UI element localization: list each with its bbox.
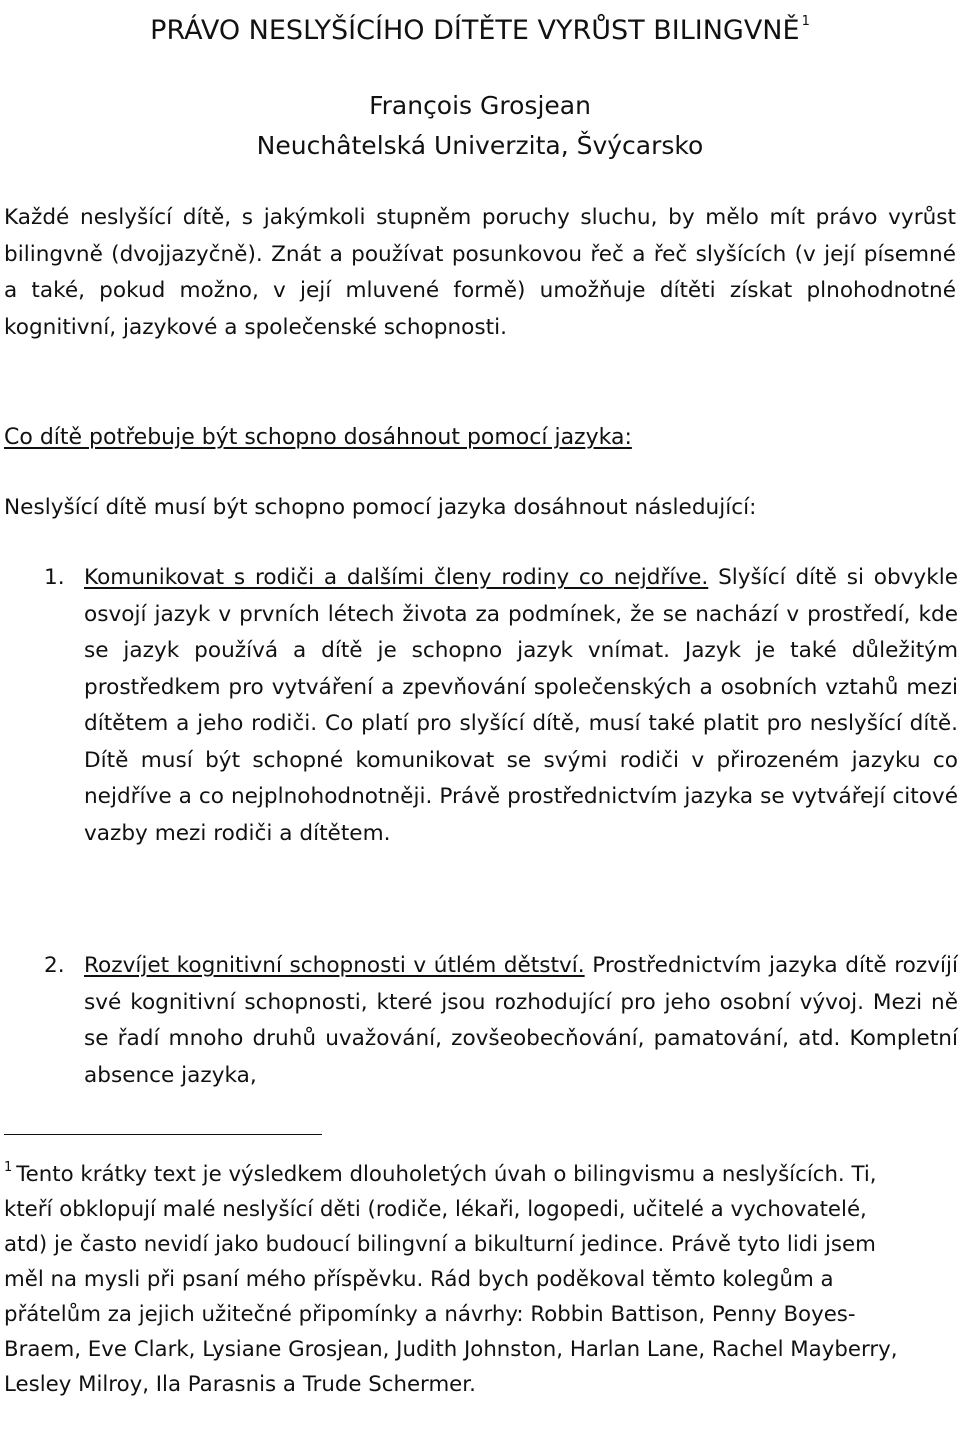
document-title [0, 2, 960, 51]
list-item-heading: Rozvíjet kognitivní schopnosti v útlém dětství. [84, 953, 585, 978]
footnote-text: Tento krátky text je výsledkem dlouholetých úvah o bilingvismu a neslyšících. Ti, kteří obklopují malé neslyšící děti (rodiče, lékaři, logopedi, učitelé a vychovatelé, atd) je často nevidí jako budoucí bilingvní a bikulturní jedince. Právě tyto lidi jsem měl na mysli při psaní mého příspěvku. Rád bych poděkoval těmto kolegům a přátelům za jejich užitečné připomínky a návrhy: Robbin Battison, Penny Boyes-Braem, Eve Clark, Lysiane Grosjean, Judith Johnston, Harlan Lane, Rachel Mayberry, Lesley Milroy, Ila Parasnis a Trude Schermer. [4, 1162, 898, 1397]
title-text: PRÁVO NESLYŠÍCÍHO DÍTĚTE VYRŮST BILINGVNĚ [150, 15, 800, 46]
list-item-number: 1. [44, 565, 65, 590]
author-block [0, 86, 960, 166]
footnote [4, 1150, 904, 1402]
list-item-text: Slyšící dítě si obvykle osvojí jazyk v prvních létech života za podmínek, že se nachází v prostředí, kde se jazyk používá a dítě je schopno jazyk vnímat. Jazyk je také důležitým prostředkem pro vytváření a zpevňování společenských a osobních vztahů mezi dítětem a jeho rodiči. Co platí pro slyšící dítě, musí také platit pro neslyšící dítě. Dítě musí být schopné komunikovat se svými rodiči v přirozeném jazyku co nejdříve a co nejplnohodnotněji. Právě prostřednictvím jazyka se vytvářejí citové vazby mezi rodiči a dítětem. [84, 565, 958, 846]
intro-paragraph: Každé neslyšící dítě, s jakýmkoli stupněm poruchy sluchu, by mělo mít právo vyrůst bilingvně (dvojjazyčně). Znát a používat posunkovou řeč a řeč slyšících (v její písemné a také, pokud možno, v její mluvené formě) umožňuje dítěti získat plnohodnotné kognitivní, jazykové a společenské schopnosti. [4, 205, 956, 340]
author-name: François Grosjean [369, 91, 591, 120]
list-item-text: Prostřednictvím jazyka dítě rozvíjí své kognitivní schopnosti, které jsou rozhodující pro jeho osobní vývoj. Mezi ně se řadí mnoho druhů uvažování, zovšeobecňování, pamatování, atd. Kompletní absence jazyka, [84, 953, 958, 1088]
title-footnote-mark: 1 [801, 14, 810, 29]
section-intro: Neslyšící dítě musí být schopno pomocí jazyka dosáhnout následující: [4, 495, 757, 520]
list-item [44, 948, 958, 1094]
list-item-body [84, 948, 958, 1094]
list-item-body [84, 560, 958, 852]
footnote-mark: 1 [4, 1160, 13, 1175]
author-affiliation: Neuchâtelská Univerzita, Švýcarsko [256, 131, 704, 160]
list-item-number: 2. [44, 953, 65, 978]
section-heading: Co dítě potřebuje být schopno dosáhnout pomocí jazyka: [4, 425, 632, 450]
list-item [44, 560, 958, 852]
list-item-heading: Komunikovat s rodiči a dalšími členy rodiny co nejdříve. [84, 565, 709, 590]
footnote-divider [4, 1134, 322, 1135]
